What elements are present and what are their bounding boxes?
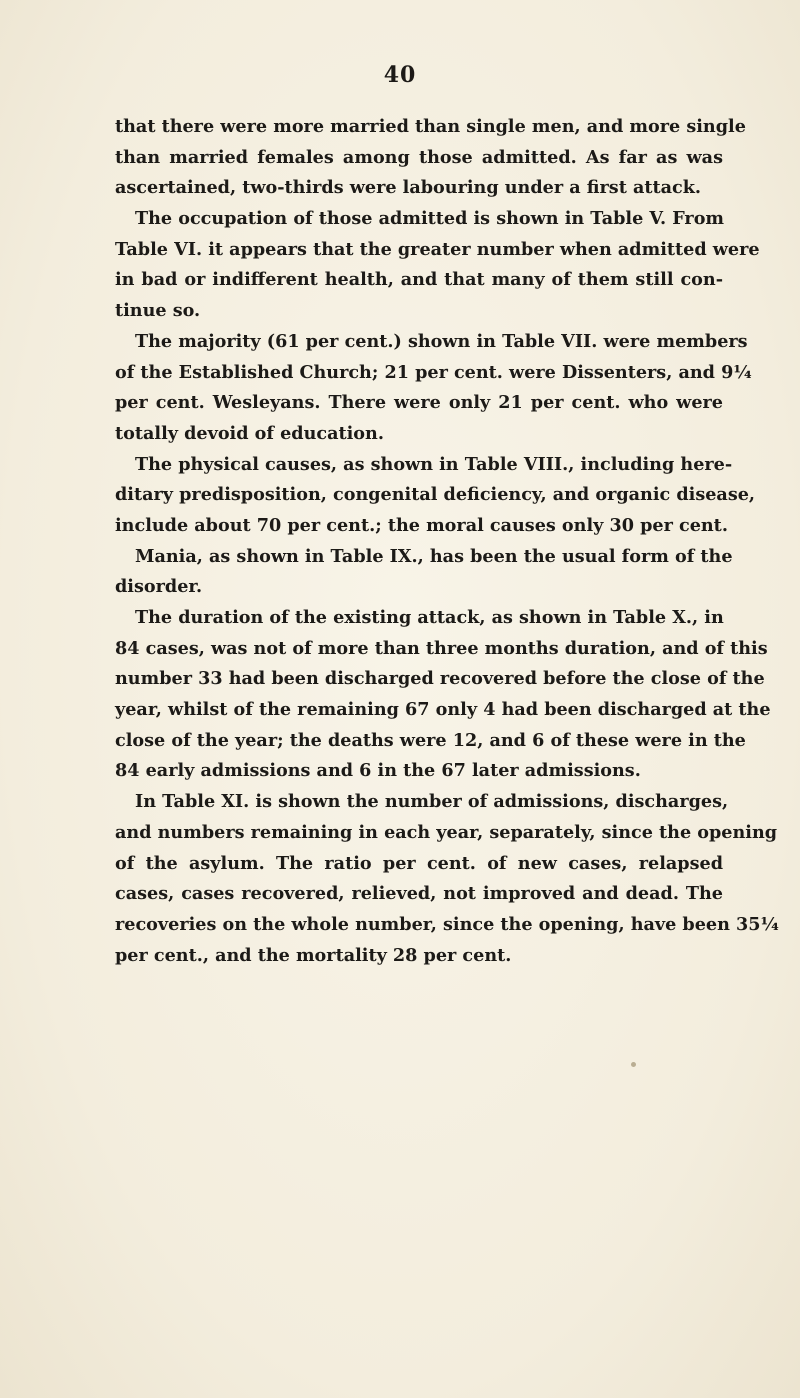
text-line: Table VI. it appears that the greater number when admitted were (115, 238, 760, 260)
text-line: recoveries on the whole number, since the opening, have been 35¼ (115, 913, 779, 935)
text-line: disorder. (115, 576, 203, 598)
text-line: in bad or indifferent health, and that many of them still con- (115, 269, 723, 291)
text-line: include about 70 per cent.; the moral causes only 30 per cent. (115, 514, 728, 536)
text-line: 84 early admissions and 6 in the 67 later admissions. (115, 760, 641, 782)
paper-speck (631, 1062, 636, 1067)
page-number: 40 (383, 62, 417, 88)
text-line: cases, cases recovered, relieved, not improved and dead. The (115, 883, 723, 905)
body-text (115, 112, 779, 971)
text-line: The duration of the existing attack, as shown in Table X., in (135, 607, 724, 628)
text-line: per cent. Wesleyans. There were only 21 per cent. who were (115, 392, 723, 414)
text-line: totally devoid of education. (115, 422, 384, 444)
text-line: than married females among those admitted. As far as was (115, 146, 723, 168)
text-line: number 33 had been discharged recovered before the close of the (115, 668, 765, 690)
text-line: ditary predisposition, congenital deficiency, and organic disease, (115, 484, 756, 506)
text-line: of the asylum. The ratio per cent. of new cases, relapsed (115, 852, 723, 874)
text-line: close of the year; the deaths were 12, and 6 of these were in the (115, 729, 746, 751)
text-line: year, whilst of the remaining 67 only 4 had been discharged at the (115, 699, 771, 721)
text-line: of the Established Church; 21 per cent. were Dissenters, and 9¼ (115, 361, 752, 383)
text-line: 84 cases, was not of more than three months duration, and of this (115, 637, 768, 659)
text-line: The majority (61 per cent.) shown in Table VII. were members (135, 330, 748, 352)
text-line: per cent., and the mortality 28 per cent. (115, 944, 512, 966)
text-line: that there were more married than single men, and more single (115, 116, 746, 137)
text-line: ascertained, two-thirds were labouring under a first attack. (115, 177, 702, 199)
text-line: and numbers remaining in each year, separately, since the opening (115, 821, 778, 843)
text-line: Mania, as shown in Table IX., has been the usual form of the (135, 545, 733, 567)
text-line: tinue so. (115, 300, 201, 322)
text-line: The occupation of those admitted is shown in Table V. From (135, 208, 725, 230)
text-line: In Table XI. is shown the number of admissions, discharges, (135, 791, 729, 813)
text-line: The physical causes, as shown in Table VIII., including here- (135, 453, 733, 475)
